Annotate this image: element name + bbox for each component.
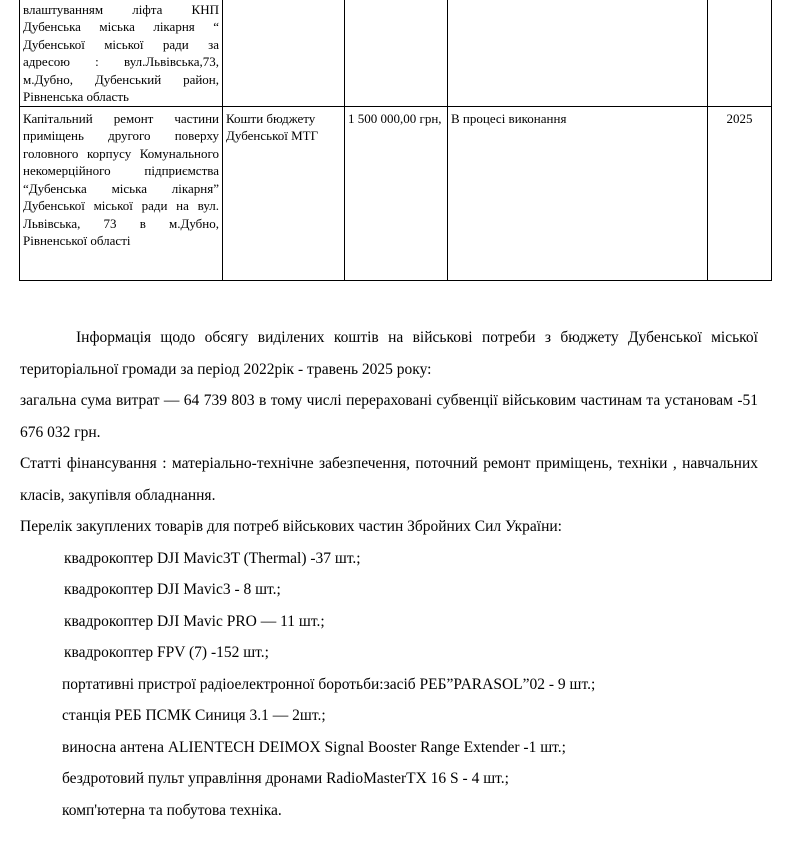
list-item: комп'ютерна та побутова техніка. [62,801,282,819]
table-row [20,106,772,280]
list-item: квадрокоптер FPV (7) -152 шт.; [64,644,269,661]
project-name-text: міської ради на вул. [93,198,220,213]
table-row [20,0,772,106]
amount-cell: 1 500 000,00 грн, [345,106,448,280]
list-heading: Перелік закуплених товарів для потреб військових частин Збройних Сил України: [20,518,562,535]
project-name-text: некомерційного [23,163,111,178]
project-name-text: Дубенська міська лікарня “ [23,19,219,34]
status-cell [448,0,708,106]
funding-source-cell [223,0,345,106]
list-item: портативні пристрої радіоелектронної боротьби:засіб РЕБ”PARASOL”02 - 9 шт.; [62,675,596,693]
articles-paragraph: Статті фінансування : матеріально-технічне забезпечення, поточний ремонт приміщень, техніки , навчальних класів, закупівля обладнання. [20,455,758,504]
funding-source-cell [223,106,345,280]
list-item: квадрокоптер DJI Mavic3T (Thermal) -37 шт.; [64,549,361,567]
project-name-text: Рівненської області [23,233,131,248]
project-name-cell [20,0,223,106]
project-name-cell [20,106,223,280]
project-name-text: Львівська, 73 в м.Дубно, [23,215,219,231]
project-name-text: м.Дубно, Дубенський [23,71,162,87]
project-name-text: Капітальний ремонт [23,110,154,126]
funding-source-text: МТГ [291,128,319,143]
total-paragraph: загальна сума витрат — 64 739 803 в тому числі перераховані субвенції військовим частинам та установам -51 676 032 грн. [20,392,758,441]
project-name-text: Комунального [139,145,219,161]
project-name-text: район, Рівненська область [23,71,219,104]
project-name-text: міська лікарня” Дубенської [23,180,220,213]
funding-info [20,322,758,826]
intro-paragraph: Інформація щодо обсягу виділених коштів на військові потреби з бюджету Дубенської міської територіальної громади за період 2022рік - травень 2025 року: [20,329,758,378]
funding-source-text: бюджету [266,110,316,126]
project-name-text: Дубенської міської ради за [23,36,219,52]
project-name-text: підприємства “Дубенська [23,163,219,196]
project-name-text: влаштуванням ліфта КНП [23,1,219,17]
purchases-list [20,543,758,827]
funding-source-text: Дубенської [226,128,288,143]
list-item: виносна антена ALIENTECH DEIMOX Signal Booster Range Extender -1 шт.; [62,738,566,756]
list-item: станція РЕБ ПСМК Синиця 3.1 — 2шт.; [62,707,326,724]
list-item: бездротовий пульт управління дронами RadioMasterTX 16 S - 4 шт.; [62,770,509,787]
year-cell [708,0,772,106]
list-item: квадрокоптер DJI Mavic3 - 8 шт.; [64,581,281,598]
status-cell: В процесі виконання [448,106,708,280]
project-name-text: частини приміщень другого [23,110,219,143]
project-name-text: поверху головного корпусу [23,128,219,161]
amount-cell [345,0,448,106]
list-item: квадрокоптер DJI Mavic PRO — 11 шт.; [64,612,325,630]
year-cell: 2025 [708,106,772,280]
funding-source-text: Кошти [226,110,264,126]
project-name-text: адресою : вул.Львівська,73, [23,54,219,69]
projects-table [19,0,772,281]
